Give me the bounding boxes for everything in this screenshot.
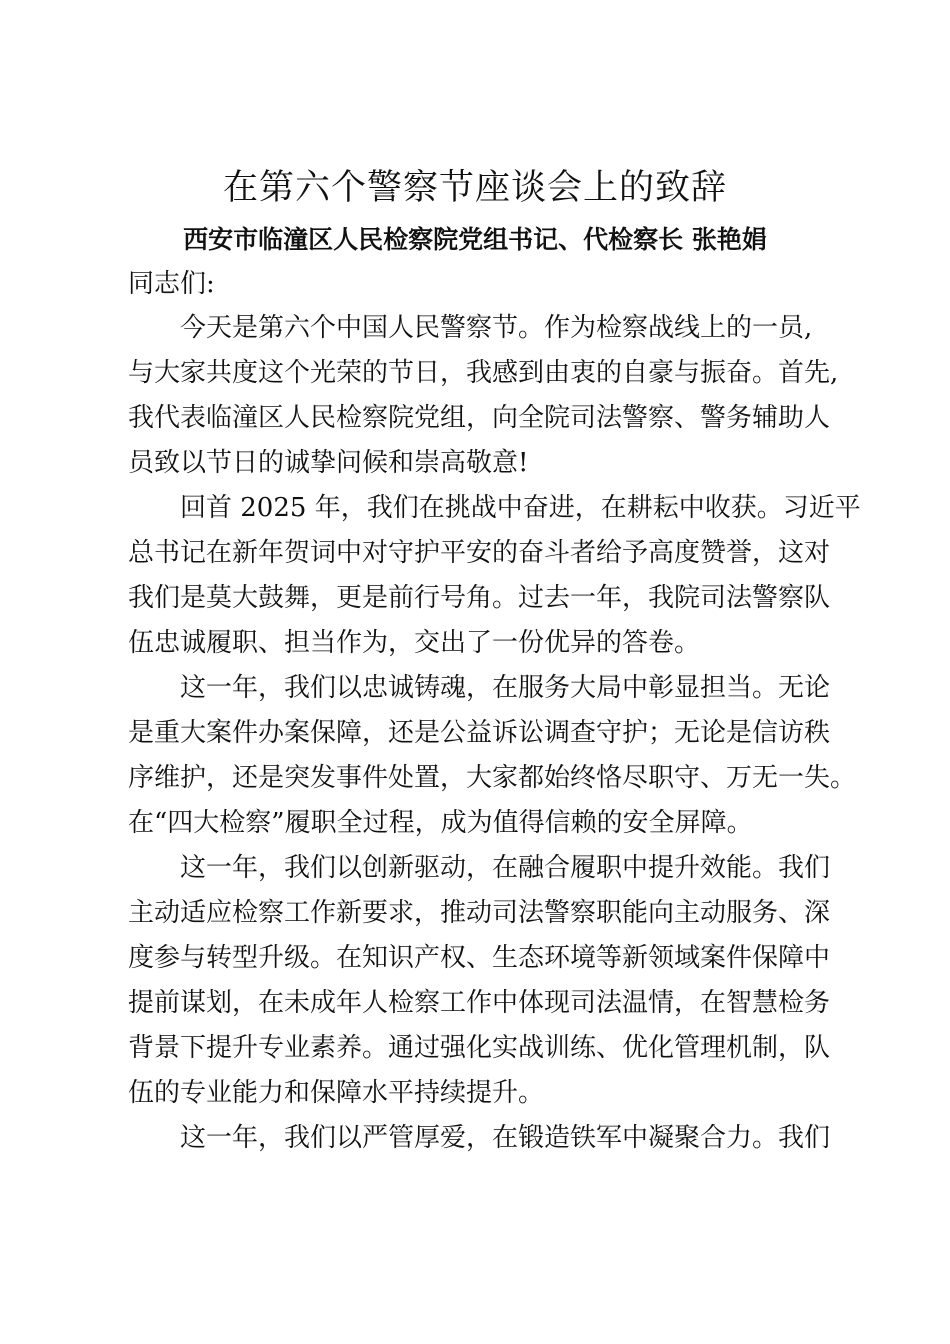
paragraph-line: 提前谋划，在未成年人检察工作中体现司法温情，在智慧检务	[128, 988, 831, 1018]
paragraph-line: 今天是第六个中国人民警察节。作为检察战线上的一员,	[180, 313, 813, 343]
salutation: 同志们:	[128, 269, 215, 299]
paragraph-line: 是重大案件办案保障，还是公益诉讼调查守护；无论是信访秩	[128, 718, 831, 748]
paragraph-line: 我们是莫大鼓舞，更是前行号角。过去一年，我院司法警察队	[128, 583, 831, 613]
paragraph-line: 主动适应检察工作新要求，推动司法警察职能向主动服务、深	[128, 898, 831, 928]
paragraph-line: 度参与转型升级。在知识产权、生态环境等新领域案件保障中	[128, 943, 831, 973]
paragraph-line: 伍的专业能力和保障水平持续提升。	[128, 1078, 545, 1108]
paragraph-line: 员致以节日的诚挚问候和崇高敬意!	[128, 448, 529, 478]
paragraph-line: 背景下提升专业素养。通过强化实战训练、优化管理机制，队	[128, 1033, 831, 1063]
paragraph-line: 总书记在新年贺词中对守护平安的奋斗者给予高度赞誉，这对	[128, 538, 831, 568]
paragraph-line: 回首 2025 年，我们在挑战中奋进，在耕耘中收获。习近平	[180, 493, 861, 523]
document-subtitle: 西安市临潼区人民检察院党组书记、代检察长 张艳娟	[183, 225, 767, 254]
paragraph-line: 这一年，我们以创新驱动，在融合履职中提升效能。我们	[180, 853, 831, 883]
paragraph-line: 伍忠诚履职、担当作为，交出了一份优异的答卷。	[128, 628, 701, 658]
paragraph-line: 这一年，我们以严管厚爱，在锻造铁军中凝聚合力。我们	[180, 1123, 831, 1153]
paragraph-line: 与大家共度这个光荣的节日，我感到由衷的自豪与振奋。首先,	[128, 358, 839, 388]
paragraph-line: 这一年，我们以忠诚铸魂，在服务大局中彰显担当。无论	[180, 673, 831, 703]
paragraph-line: 我代表临潼区人民检察院党组，向全院司法警察、警务辅助人	[128, 403, 831, 433]
paragraph-line: 序维护，还是突发事件处置，大家都始终恪尽职守、万无一失。	[128, 763, 857, 793]
paragraph-line: 在“四大检察”履职全过程，成为值得信赖的安全屏障。	[128, 808, 753, 838]
document-title: 在第六个警察节座谈会上的致辞	[222, 168, 727, 208]
